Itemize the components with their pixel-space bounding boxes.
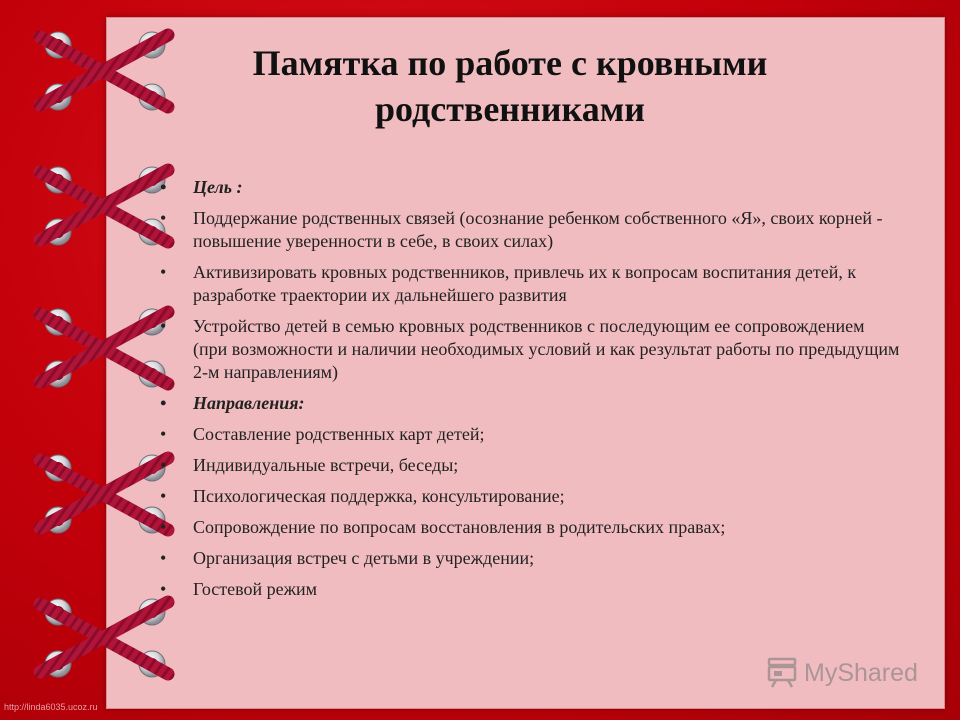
- list-item: • Сопровождение по вопросам восстановления в родительских правах;: [160, 516, 900, 539]
- list-heading: • Цель :: [160, 176, 900, 199]
- footer-url: http://linda6035.ucoz.ru: [4, 702, 98, 712]
- lace-cross: [40, 309, 168, 387]
- list-item: • Индивидуальные встречи, беседы;: [160, 454, 900, 477]
- title-line-2: родственниками: [375, 89, 645, 129]
- list-item: • Поддержание родственных связей (осознание ребенком собственного «Я», своих корней - повышение уверенности в себе, в своих силах): [160, 207, 900, 253]
- list-item: • Психологическая поддержка, консультирование;: [160, 485, 900, 508]
- watermark: [766, 655, 918, 691]
- list-heading: • Направления:: [160, 392, 900, 415]
- list-item: • Организация встреч с детьми в учреждении;: [160, 547, 900, 570]
- lace-cross: [40, 167, 168, 245]
- list-item: • Активизировать кровных родственников, привлечь их к вопросам воспитания детей, к разработке траектории их дальнейшего развития: [160, 261, 900, 307]
- myshared-logo-icon: [766, 657, 800, 689]
- list-item: • Устройство детей в семью кровных родственников с последующим ее сопровождением (при возможности и наличии необходимых условий и как результат работы по предыдущим 2-м направлениям): [160, 315, 900, 384]
- list-item: • Гостевой режим: [160, 578, 900, 601]
- list-item: • Составление родственных карт детей;: [160, 423, 900, 446]
- page-title: [60, 40, 960, 132]
- lace-cross: [40, 455, 168, 533]
- watermark-brand: MyShared: [804, 658, 918, 687]
- lace-cross: [40, 599, 168, 677]
- title-line-1: Памятка по работе с кровными: [252, 43, 768, 83]
- bullet-list: [160, 176, 900, 609]
